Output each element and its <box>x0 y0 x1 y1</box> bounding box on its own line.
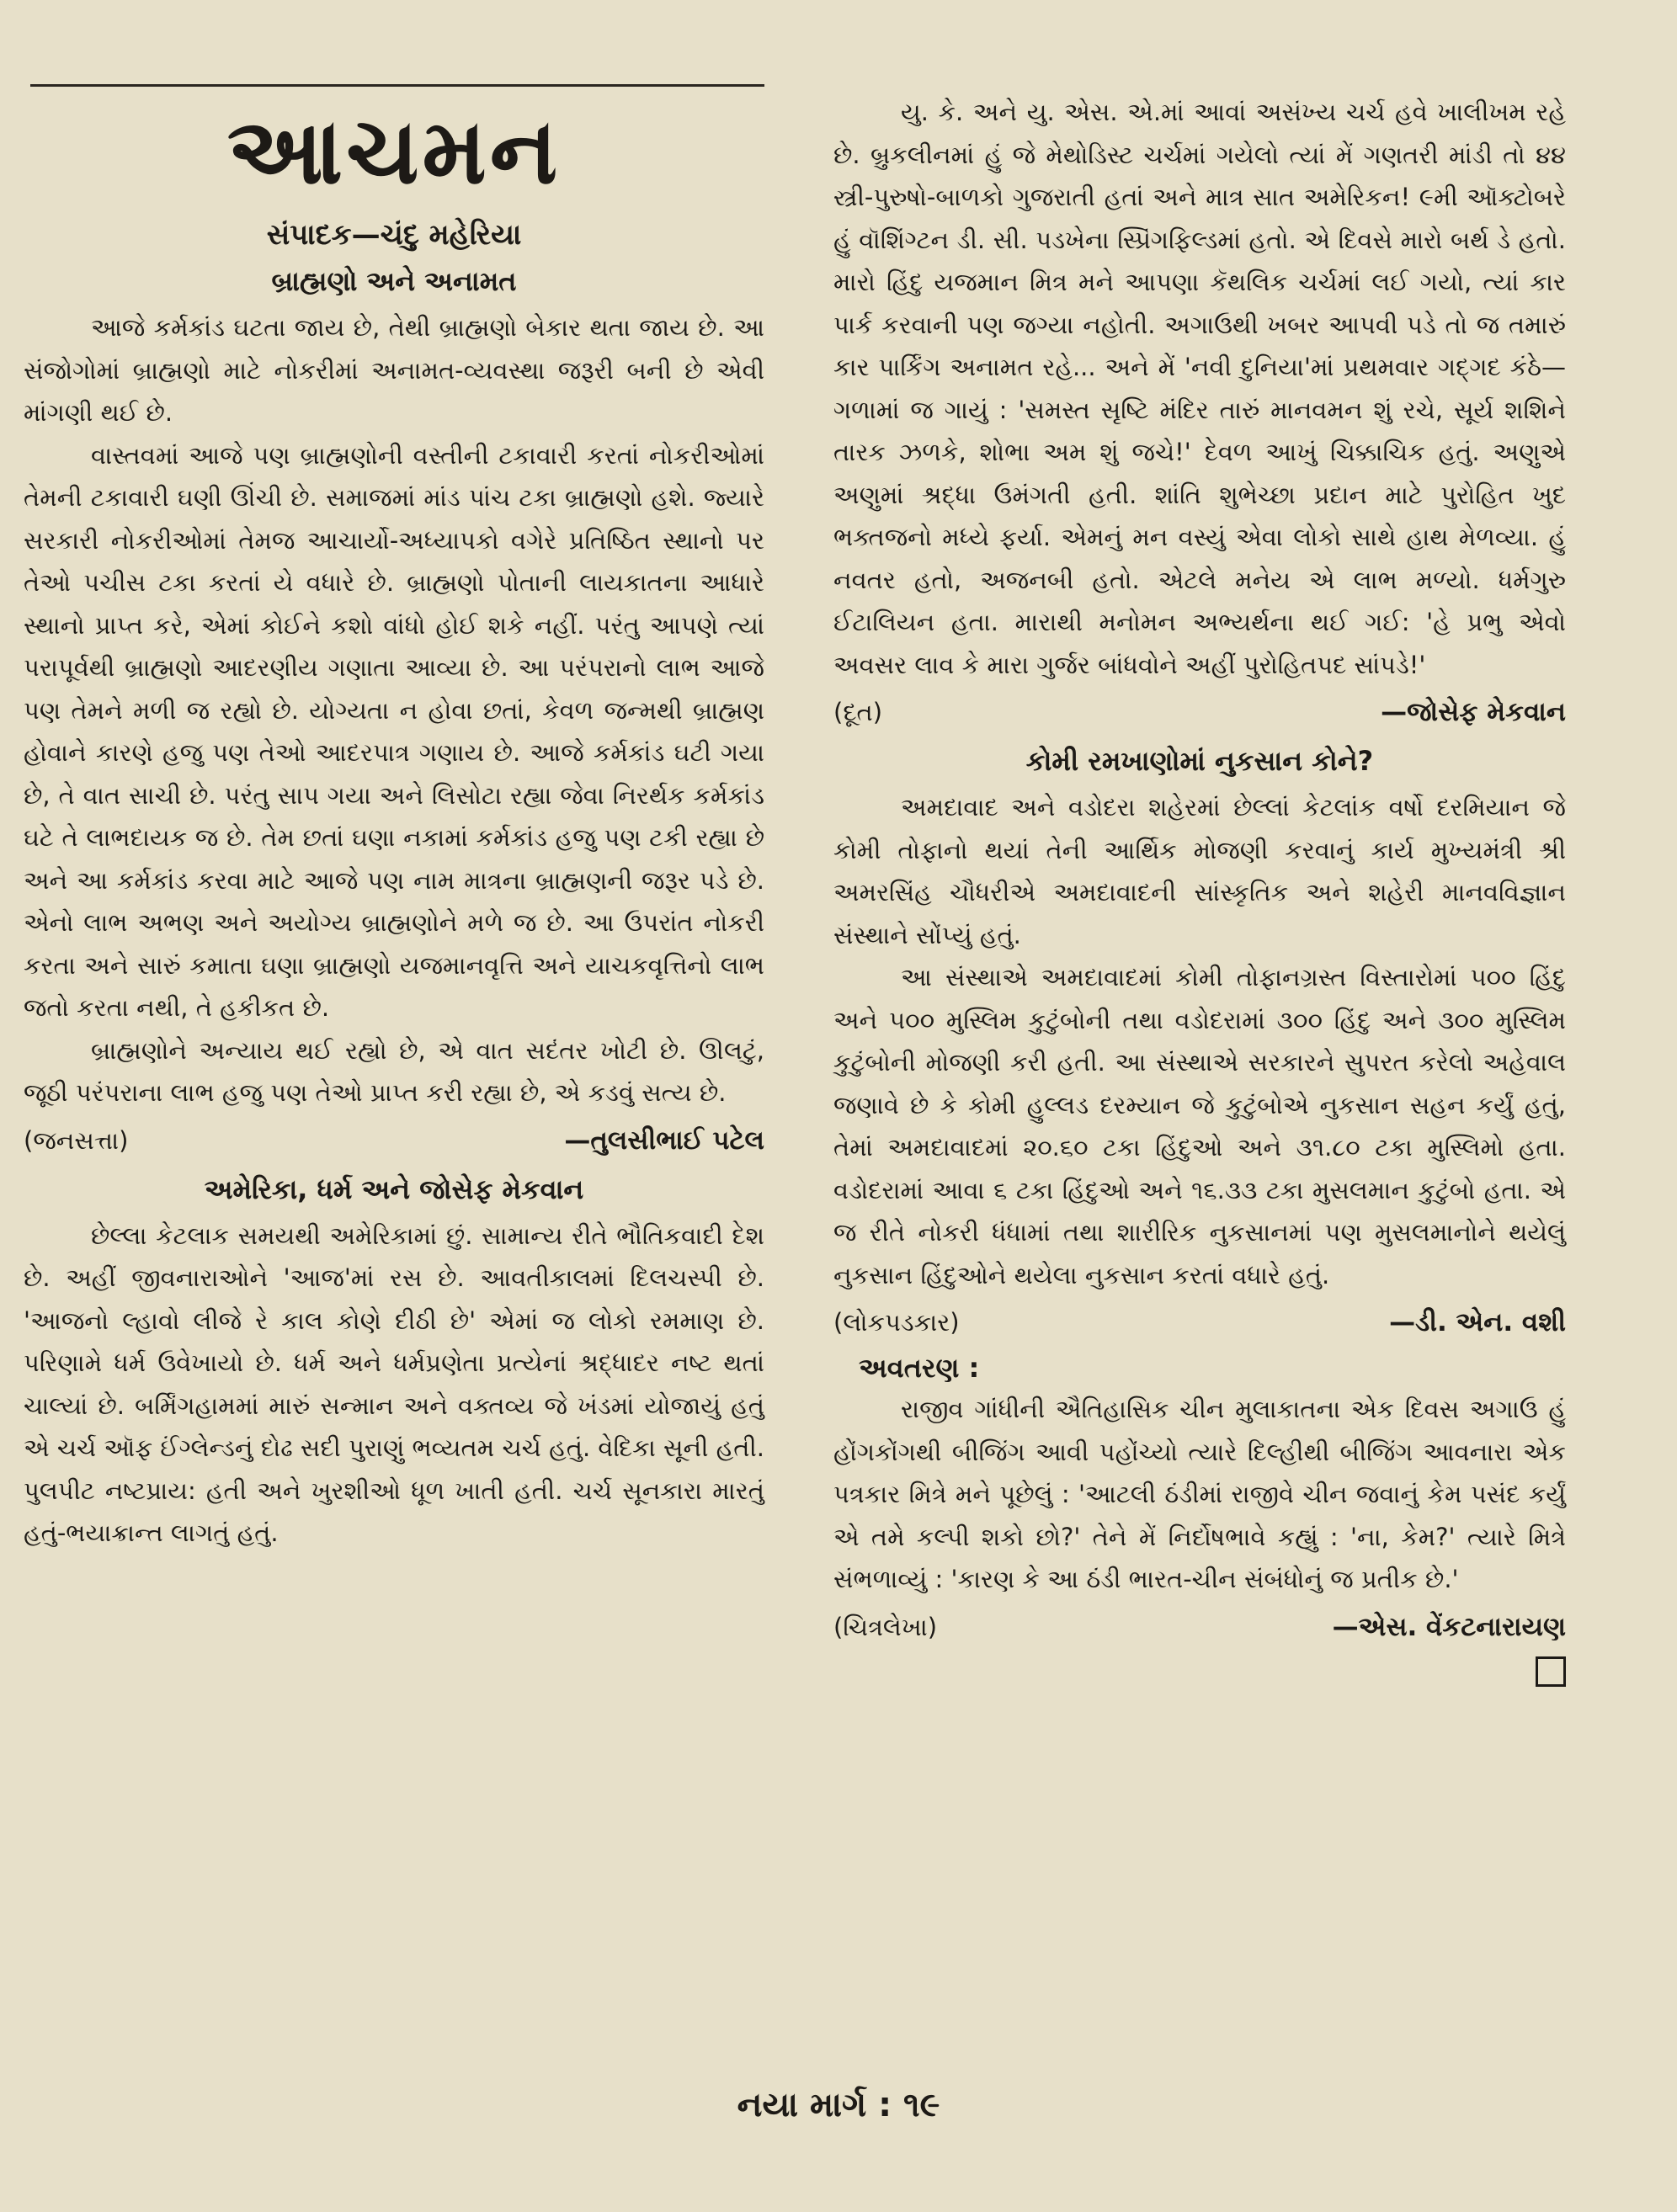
article-3-author: —ડી. એન. વશી <box>1389 1307 1566 1337</box>
article-1-source: (જનસત્તા) <box>24 1125 129 1155</box>
article-4-author: —એસ. વેંકટનારાયણ <box>1332 1611 1566 1642</box>
article-1-paragraph: બ્રાહ્મણોને અન્યાય થઈ રહ્યો છે, એ વાત સદંતર ખોટી છે. ઊલટું, જૂઠી પરંપરાના લાભ હજુ પણ તેઓ પ્રાપ્ત કરી રહ્યા છે, એ કડવું સત્ય છે. <box>24 1035 764 1107</box>
article-3-title: કોમી રમખાણોમાં નુકસાન કોને? <box>1025 745 1374 777</box>
article-1-author: —તુલસીભાઈ પટેલ <box>564 1125 764 1156</box>
article-3-paragraph: અમદાવાદ અને વડોદરા શહેરમાં છેલ્લાં કેટલાંક વર્ષો દરમિયાન જે કોમી તોફાનો થયાં તેની આર્થિક મોજણી કરવાનું કાર્ય મુખ્યમંત્રી શ્રી અમરસિંહ ચૌધરીએ અમદાવાદની સાંસ્કૃતિક અને શહેરી માનવવિજ્ઞાન સંસ્થાને સોંપ્યું હતું. <box>833 793 1566 949</box>
left-column <box>24 84 764 1555</box>
article-3-attribution <box>833 1301 1566 1343</box>
article-2-author: —જોસેફ મેકવાન <box>1381 697 1566 727</box>
editor-line: સંપાદક—ચંદુ મહેરિયા <box>266 218 522 252</box>
article-1-attribution <box>24 1119 764 1162</box>
article-3-paragraph: આ સંસ્થાએ અમદાવાદમાં કોમી તોફાનગ્રસ્ત વિસ્તારોમાં ૫૦૦ હિંદુ અને ૫૦૦ મુસ્લિમ કુટુંબોની તથા વડોદરામાં ૩૦૦ હિંદુ અને ૩૦૦ મુસ્લિમ કુટુંબોની મોજણી કરી હતી. આ સંસ્થાએ સરકારને સુપરત કરેલો અહેવાલ જણાવે છે કે કોમી હુલ્લડ દરમ્યાન જે કુટુંબોએ નુકસાન સહન કર્યું હતું, તેમાં અમદાવાદમાં ૨૦.૬૦ ટકા હિંદુઓ અને ૩૧.૮૦ ટકા મુસ્લિમો હતા. વડોદરામાં આવા ૬ ટકા હિંદુઓ અને ૧૬.૩૩ ટકા મુસલમાન કુટુંબો હતા. એ જ રીતે નોકરી ધંધામાં તથા શારીરિક નુકસાનમાં પણ મુસલમાનોને થયેલું નુકસાન હિંદુઓને થયેલા નુકસાન કરતાં વધારે હતું. <box>833 963 1566 1289</box>
article-4-title: અવતરણ : <box>859 1352 980 1384</box>
article-2-title: અમેરિકા, ધર્મ અને જોસેફ મેકવાન <box>204 1172 584 1205</box>
article-1-paragraph: વાસ્તવમાં આજે પણ બ્રાહ્મણોની વસ્તીની ટકાવારી કરતાં નોકરીઓમાં તેમની ટકાવારી ઘણી ઊંચી છે. સમાજમાં માંડ પાંચ ટકા બ્રાહ્મણો હશે. જ્યારે સરકારી નોકરીઓમાં તેમજ આચાર્યો-અધ્યાપકો વગેરે પ્રતિષ્ઠિત સ્થાનો પર તેઓ પચીસ ટકા કરતાં યે વધારે છે. બ્રાહ્મણો પોતાની લાયકાતના આધારે સ્થાનો પ્રાપ્ત કરે, એમાં કોઈને કશો વાંધો હોઈ શકે નહીં. પરંતુ આપણે ત્યાં પરાપૂર્વથી બ્રાહ્મણો આદરણીય ગણાતા આવ્યા છે. આ પરંપરાનો લાભ આજે પણ તેમને મળી જ રહ્યો છે. યોગ્યતા ન હોવા છતાં, કેવળ જન્મથી બ્રાહ્મણ હોવાને કારણે હજુ પણ તેઓ આદરપાત્ર ગણાય છે. આજે કર્મકાંડ ઘટી ગયા છે, તે વાત સાચી છે. પરંતુ સાપ ગયા અને લિસોટા રહ્યા જેવા નિરર્થક કર્મકાંડ ઘટે તે લાભદાયક જ છે. તેમ છતાં ઘણા નકામાં કર્મકાંડ હજુ પણ ટકી રહ્યા છે અને આ કર્મકાંડ કરવા માટે આજે પણ નામ માત્રના બ્રાહ્મણની જરૂર પડે છે. એનો લાભ અભણ અને અયોગ્ય બ્રાહ્મણોને મળે જ છે. આ ઉપરાંત નોકરી કરતા અને સારું કમાતા ઘણા બ્રાહ્મણો યજમાનવૃત્તિ અને યાચકવૃત્તિનો લાભ જતો કરતા નથી, તે હકીકત છે. <box>24 440 764 1022</box>
article-3-source: (લોકપડકાર) <box>833 1308 960 1337</box>
article-2-paragraph: છેલ્લા કેટલાક સમયથી અમેરિકામાં છું. સામાન્ય રીતે ભૌતિકવાદી દેશ છે. અહીં જીવનારાઓને 'આજ'માં રસ છે. આવતીકાલમાં દિલચસ્પી છે. 'આજનો લ્હાવો લીજે રે કાલ કોણે દીઠી છે' એમાં જ લોકો રમમાણ છે. પરિણામે ધર્મ ઉવેખાયો છે. ધર્મ અને ધર્મપ્રણેતા પ્રત્યેનાં શ્રદ્ધાદર નષ્ટ થતાં ચાલ્યાં છે. બર્મિંગહામમાં મારું સન્માન અને વક્તવ્ય જે ખંડમાં યોજાયું હતું એ ચર્ચ ઑફ ઈંગ્લેન્ડનું દોઢ સદી પુરાણું ભવ્યતમ ચર્ચ હતું. વેદિકા સૂની હતી. પુલપીટ નષ્ટપ્રાય: હતી અને ખુરશીઓ ધૂળ ખાતી હતી. ચર્ચ સૂનકારા મારતું હતું-ભયાક્રાન્ત લાગતું હતું. <box>24 1220 764 1547</box>
end-of-section-square-icon <box>1536 1656 1566 1687</box>
article-4-source: (ચિત્રલેખા) <box>833 1612 938 1641</box>
top-rule <box>30 84 764 87</box>
article-2-paragraph: યુ. કે. અને યુ. એસ. એ.માં આવાં અસંખ્ય ચર્ચ હવે ખાલીખમ રહે છે. બ્રુકલીનમાં હું જે મેથોડિસ્ટ ચર્ચમાં ગયેલો ત્યાં મેં ગણતરી માંડી તો ૪૪ સ્ત્રી-પુરુષો-બાળકો ગુજરાતી હતાં અને માત્ર સાત અમેરિકન! ૯મી ઑક્ટોબરે હું વૉશિંગ્ટન ડી. સી. પડખેના સ્પ્રિંગફિલ્ડમાં હતો. એ દિવસે મારો બર્થ ડે હતો. મારો હિંદુ યજમાન મિત્ર મને આપણા કૅથલિક ચર્ચમાં લઈ ગયો, ત્યાં કાર પાર્ક કરવાની પણ જગ્યા નહોતી. અગાઉથી ખબર આપવી પડે તો જ તમારું કાર પાર્કિંગ અનામત રહે... અને મેં 'નવી દુનિયા'માં પ્રથમવાર ગદ્ગદ કંઠે—ગળામાં જ ગાયું : 'સમસ્ત સૃષ્ટિ મંદિર તારું માનવમન શું રચે, સૂર્ય શશિને તારક ઝળકે, શોભા અમ શું જચે!' દેવળ આખું ચિક્કાચિક હતું. અણુએ અણુમાં શ્રદ્ધા ઉમંગતી હતી. શાંતિ શુભેચ્છા પ્રદાન માટે પુરોહિત ખુદ ભક્તજનો મધ્યે ફર્યા. એમનું મન વસ્યું એવા લોકો સાથે હાથ મેળવ્યા. હું નવતર હતો, અજનબી હતો. એટલે મનેય એ લાભ મળ્યો. ધર્મગુરુ ઈટાલિયન હતા. મારાથી મનોમન અભ્યર્થના થઈ ગઈ: 'હે પ્રભુ એવો અવસર લાવ કે મારા ગુર્જર બાંધવોને અહીં પુરોહિતપદ સાંપડે!' <box>833 98 1566 679</box>
article-4-paragraph: રાજીવ ગાંધીની ઐતિહાસિક ચીન મુલાકાતના એક દિવસ અગાઉ હું હોંગકોંગથી બીજિંગ આવી પહોંચ્યો ત્યારે દિલ્હીથી બીજિંગ આવનારા એક પત્રકાર મિત્રે મને પૂછેલું : 'આટલી ઠંડીમાં રાજીવે ચીન જવાનું કેમ પસંદ કર્યું એ તમે કલ્પી શકો છો?' તેને મેં નિર્દોષભાવે કહ્યું : 'ના, કેમ?' ત્યારે મિત્રે સંભળાવ્યું : 'કારણ કે આ ઠંડી ભારત-ચીન સંબંધોનું જ પ્રતીક છે.' <box>833 1395 1566 1593</box>
right-column <box>833 91 1566 1656</box>
article-4-attribution <box>833 1606 1566 1648</box>
page-footer: નયા માર્ગ : ૧૯ <box>737 2086 940 2124</box>
article-1-paragraph: આજે કર્મકાંડ ઘટતા જાય છે, તેથી બ્રાહ્મણો બેકાર થતા જાય છે. આ સંજોગોમાં બ્રાહ્મણો માટે નોકરીમાં અનામત-વ્યવસ્થા જરૂરી બની છે એવી માંગણી થઈ છે. <box>24 313 764 427</box>
section-masthead: આચમન <box>226 99 562 205</box>
article-2-source: (દૂત) <box>833 698 883 726</box>
article-1-title: બ્રાહ્મણો અને અનામત <box>271 265 517 297</box>
article-2-attribution <box>833 691 1566 733</box>
